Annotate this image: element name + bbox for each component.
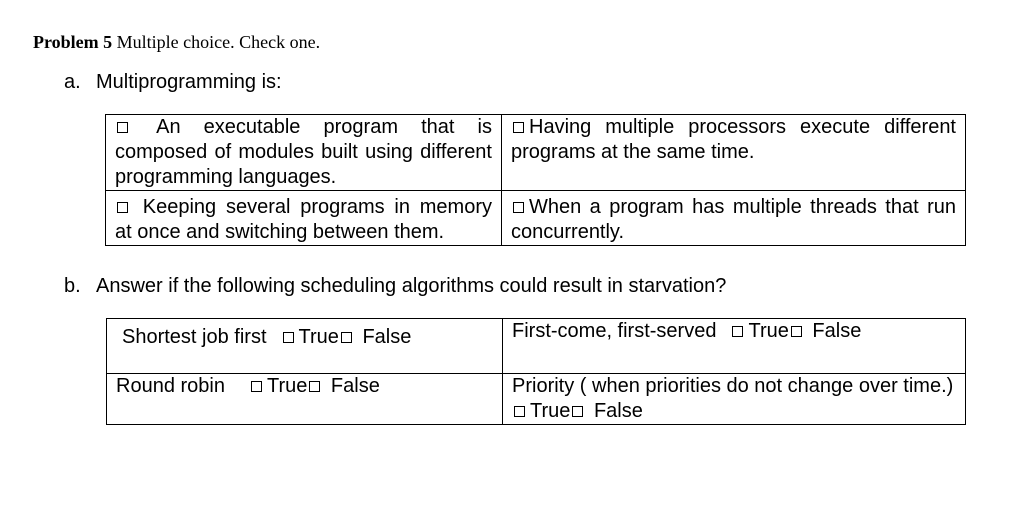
option-a2-cell[interactable]: [502, 115, 966, 191]
true-option[interactable]: True: [530, 400, 571, 422]
checkbox-icon[interactable]: [513, 202, 524, 213]
option-a1-text: An executable program that is composed of modules built using different programming languages.: [115, 116, 492, 188]
checkbox-icon[interactable]: [732, 326, 743, 337]
option-a4-text: When a program has multiple threads that run concurrently.: [511, 196, 956, 243]
algorithm-fcfs-cell: [503, 319, 966, 374]
algorithm-rr-cell: [107, 374, 503, 425]
option-a4-cell[interactable]: [502, 191, 966, 246]
checkbox-icon[interactable]: [251, 381, 262, 392]
problem-instruction: Multiple choice. Check one.: [116, 32, 321, 52]
problem-heading: [33, 31, 320, 53]
false-option[interactable]: False: [593, 400, 643, 422]
algorithm-priority-cell: [503, 374, 966, 425]
part-b-letter: b.: [64, 275, 81, 297]
algorithm-sjf-label: Shortest job first: [122, 326, 267, 348]
part-b-question: [64, 274, 726, 298]
checkbox-icon[interactable]: [117, 122, 128, 133]
part-a-question: [64, 70, 282, 94]
true-option[interactable]: True: [266, 375, 308, 397]
checkbox-icon[interactable]: [791, 326, 802, 337]
part-a-options-table: [105, 114, 966, 246]
checkbox-icon[interactable]: [283, 332, 294, 343]
algorithm-fcfs-label: First-come, first-served: [512, 320, 717, 342]
true-option[interactable]: True: [298, 326, 339, 348]
true-option[interactable]: True: [748, 320, 789, 342]
algorithm-sjf-cell: [107, 319, 503, 374]
algorithm-priority-label: Priority ( when priorities do not change over time.): [512, 375, 954, 397]
option-a1-cell[interactable]: [106, 115, 502, 191]
checkbox-icon[interactable]: [341, 332, 352, 343]
problem-number: Problem 5: [33, 32, 113, 52]
checkbox-icon[interactable]: [117, 202, 128, 213]
checkbox-icon[interactable]: [514, 406, 525, 417]
false-option[interactable]: False: [812, 320, 862, 342]
part-b-algorithms-table: [106, 318, 966, 425]
algorithm-rr-label: Round robin: [116, 375, 225, 397]
part-b-question-text: Answer if the following scheduling algorithms could result in starvation?: [96, 275, 727, 297]
checkbox-icon[interactable]: [572, 406, 583, 417]
option-a3-text: Keeping several programs in memory at once and switching between them.: [115, 196, 492, 243]
option-a2-text: Having multiple processors execute different programs at the same time.: [511, 116, 956, 163]
false-option[interactable]: False: [330, 375, 380, 397]
false-option[interactable]: False: [362, 326, 412, 348]
checkbox-icon[interactable]: [309, 381, 320, 392]
option-a3-cell[interactable]: [106, 191, 502, 246]
part-a-question-text: Multiprogramming is:: [96, 71, 282, 93]
checkbox-icon[interactable]: [513, 122, 524, 133]
part-a-letter: a.: [64, 71, 81, 93]
